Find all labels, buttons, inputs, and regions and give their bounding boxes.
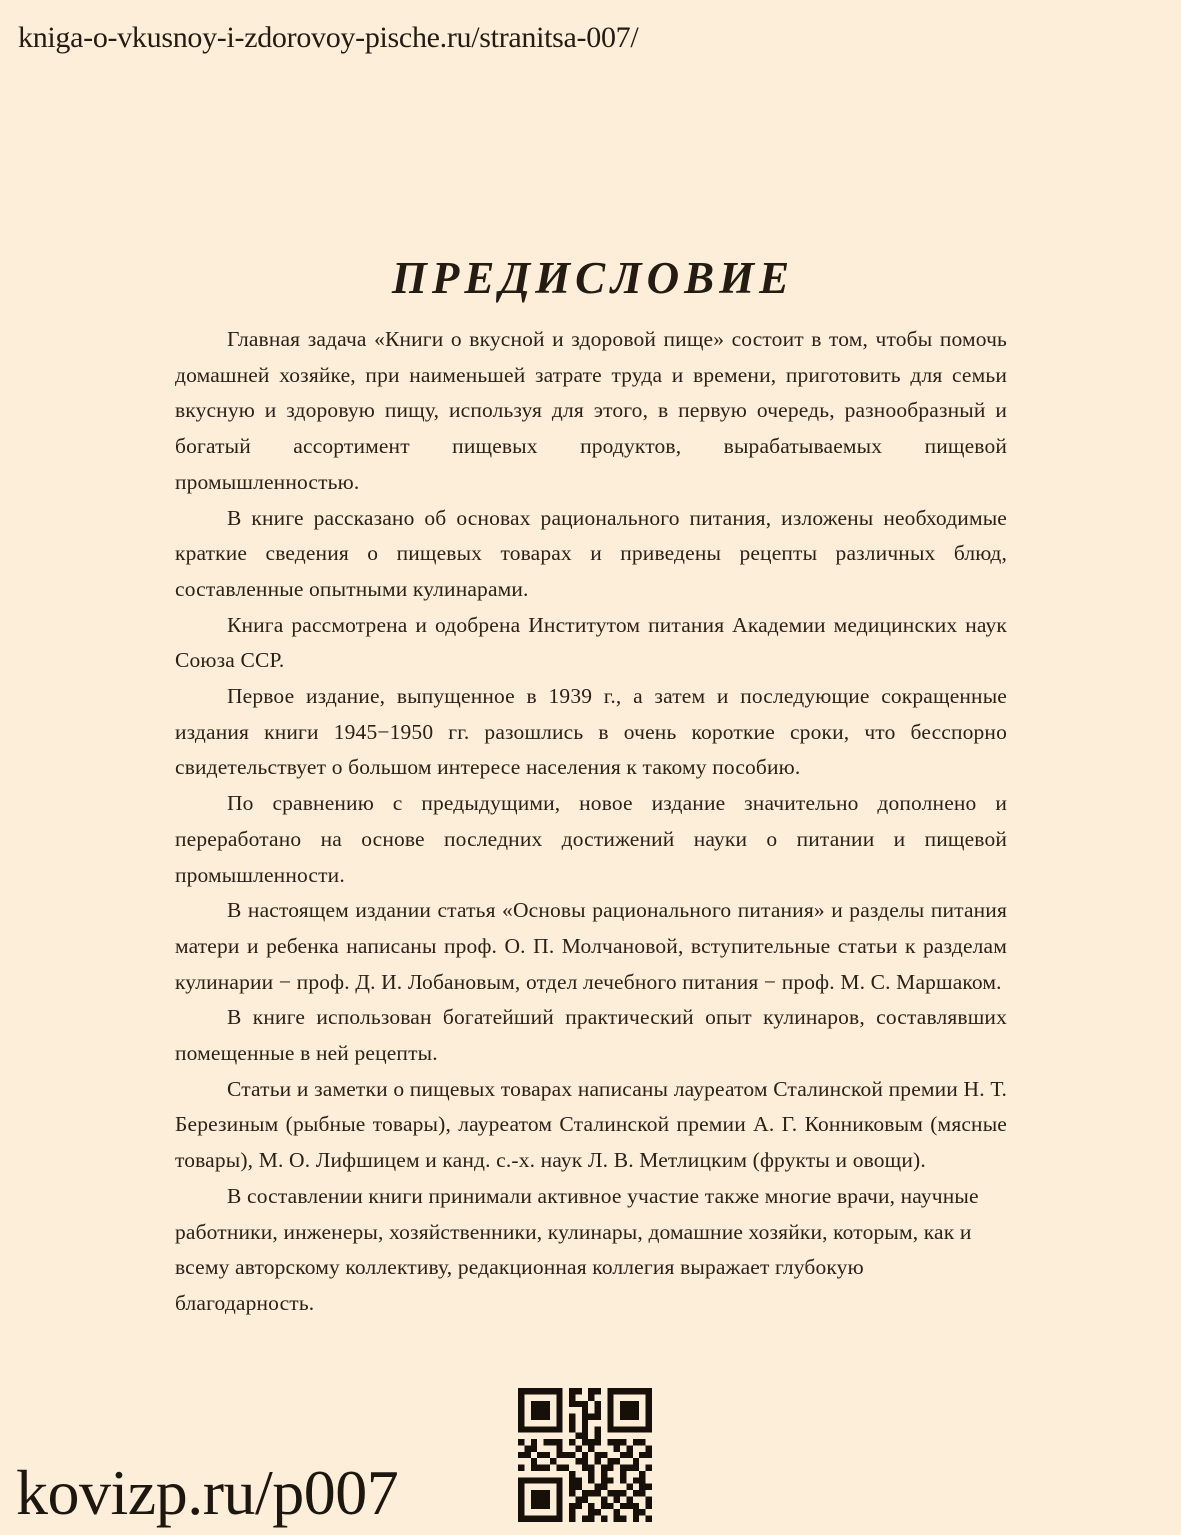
qr-code bbox=[518, 1388, 652, 1522]
paragraph: В составлении книги принимали активное участие также многие врачи, научные работники, инженеры, хозяйственники, кулинары, домашние хозяйки, которым, как и всему авторскому коллективу, редакционная коллегия выражает глубокую благодарность. bbox=[175, 1183, 979, 1315]
footer-short-url: kovizp.ru/p007 bbox=[16, 1457, 399, 1528]
paragraph: Первое издание, выпущенное в 1939 г., а затем и последующие сокращенные издания книги 1945−1950 гг. разошлись в очень короткие сроки, что бесспорно свидетельствует о большом интересе населения к такому пособию. bbox=[175, 684, 1007, 780]
header-source-url: kniga-o-vkusnoy-i-zdorovoy-pische.ru/stranitsa-007/ bbox=[18, 21, 639, 54]
qr-code-icon bbox=[518, 1388, 652, 1522]
paragraph: В книге рассказано об основах рационального питания, изложены необходимые краткие сведения о пищевых товарах и приведены рецепты различных блюд, составленные опытными кулинарами. bbox=[175, 505, 1007, 601]
preface-body bbox=[175, 322, 1007, 1322]
paragraph: В книге использован богатейший практический опыт кулинаров, составлявших помещенные в ней рецепты. bbox=[175, 1005, 1007, 1066]
paragraph: Книга рассмотрена и одобрена Институтом питания Академии медицинских наук Союза ССР. bbox=[175, 612, 1007, 673]
page-title: ПРЕДИСЛОВИЕ bbox=[391, 253, 795, 304]
paragraph: В настоящем издании статья «Основы рационального питания» и разделы питания матери и ребенка написаны проф. О. П. Молчановой, вступительные статьи к разделам кулинарии − проф. Д. И. Лобановым, отдел лечебного питания − проф. М. С. Маршаком. bbox=[175, 898, 1007, 994]
paragraph: Статьи и заметки о пищевых товарах написаны лауреатом Сталинской премии Н. Т. Березиным (рыбные товары), лауреатом Сталинской премии А. Г. Конниковым (мясные товары), М. О. Лифшицем и канд. с.-х. наук Л. В. Метлицким (фрукты и овощи). bbox=[175, 1076, 1007, 1173]
paragraph: По сравнению с предыдущими, новое издание значительно дополнено и переработано на основе последних достижений науки о питании и пищевой промышленности. bbox=[175, 791, 1007, 887]
paragraph: Главная задача «Книги о вкусной и здоровой пище» состоит в том, чтобы помочь домашней хозяйке, при наименьшей затрате труда и времени, приготовить для семьи вкусную и здоровую пищу, используя для этого, в первую очередь, разнообразный и богатый ассортимент пищевых продуктов, вырабатываемых пищевой промышленностью. bbox=[175, 327, 1007, 494]
